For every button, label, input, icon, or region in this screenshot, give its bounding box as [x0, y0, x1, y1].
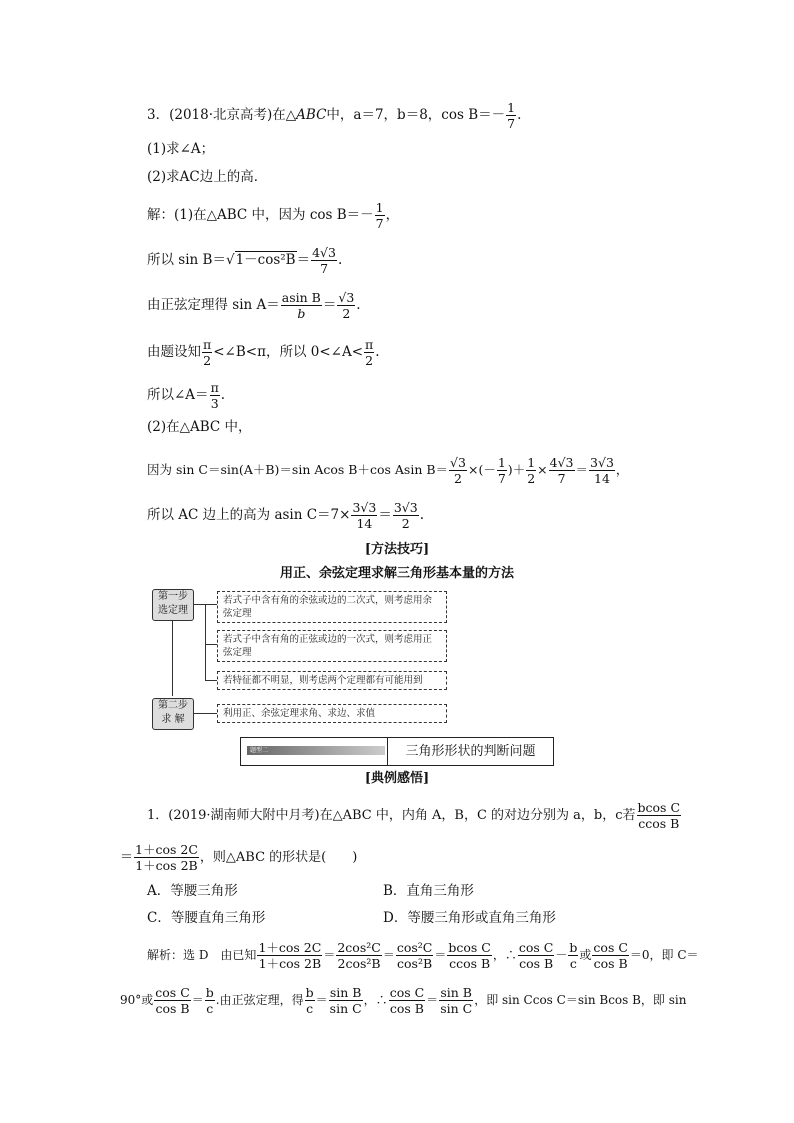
- problem-1-stem: 1．(2019·湖南师大附中月考)在△ABC 中，内角 A，B，C 的对边分别为 a，b，c若 $\frac{\text{bcos C}}{\text{ccos B}}$: [147, 800, 681, 831]
- section-badge: 题型二: [247, 746, 385, 755]
- step-2-link: [193, 713, 217, 714]
- step-1-box: 第一步 选定理: [152, 589, 194, 621]
- bracket-branch-3: [205, 680, 217, 681]
- option-d: D．等腰三角形或直角三角形: [383, 910, 556, 926]
- method-title: 用正、余弦定理求解三角形基本量的方法: [279, 566, 514, 581]
- solution-line-4: 由题设知 $\frac{\pi}{2}$ <∠B<π，所以 0<∠A< $\frac{\pi}{2}$ .: [147, 337, 380, 368]
- problem-3-stem: 3．(2018·北京高考)在△ABC中，a＝7，b＝8，cos B＝－ $\frac{1}{7}$ .: [147, 100, 522, 131]
- solution-line-7: 因为 sin C＝sin(A＋B)＝sin Acos B＋cos Asin B＝ $\frac{√3}{2}$ ×(－ $\frac{1}{7}$ )＋ $\frac{1}{2}$ × $\frac{4√3}{7}$ ＝ $\frac{3√3}{14}$ ，: [147, 455, 629, 486]
- bracket-stem: [193, 604, 205, 605]
- method-box-2: 若式子中含有角的正弦或边的一次式，则考虑用正弦定理: [217, 630, 447, 662]
- question-2: (2)求AC边上的高．: [147, 169, 268, 185]
- option-c: C．等腰直角三角形: [147, 910, 266, 926]
- option-b: B．直角三角形: [383, 883, 474, 899]
- analysis-line-1: 解析：选 D 由已知 $\frac{1+\cos 2C}{1+\cos 2B}$ ＝ $\frac{\text{2cos²C}}{\text{2cos²B}}$ ＝ $\frac{\text{cos²C}}{\text{cos²B}}$ ＝ $\frac{\text{bcos C}}{\text{ccos B}}$ ，∴ $\frac{\text{cos C}}{\text{cos B}}$ － $\frac{b}{c}$ 或 $\frac{\text{cos C}}{\text{cos B}}$ ＝0，即 C＝: [147, 940, 699, 971]
- solution-line-1: 解：(1)在△ABC 中，因为 cos B＝－ $\frac{1}{7}$ ，: [147, 200, 400, 231]
- bracket-vertical: [205, 604, 206, 680]
- method-box-3: 若特征都不明显，则考虑两个定理都有可能用到: [217, 671, 447, 690]
- question-1: (1)求∠A；: [147, 141, 215, 157]
- solution-line-6: (2)在△ABC 中，: [147, 419, 252, 435]
- bracket-branch-1: [205, 604, 217, 605]
- bracket-branch-2: [205, 644, 217, 645]
- solution-line-5: 所以∠A＝ $\frac{\pi}{3}$ .: [147, 380, 226, 411]
- method-box-1: 若式子中含有角的余弦或边的二次式，则考虑用余弦定理: [217, 591, 447, 623]
- solution-line-2: 所以 sin B＝√1－cos²B＝ $\frac{4√3}{7}$ .: [147, 245, 343, 276]
- method-tag: [方法技巧]: [364, 542, 430, 557]
- option-a: A．等腰三角形: [147, 883, 238, 899]
- section-header: [240, 737, 554, 766]
- step-2-box: 第二步 求 解: [152, 698, 194, 730]
- analysis-line-2: 90°或 $\frac{\text{cos C}}{\text{cos B}}$ ＝ $\frac{b}{c}$ .由正弦定理，得 $\frac{b}{c}$ ＝ $\frac{\text{sin B}}{\text{sin C}}$ ，∴ $\frac{\text{cos C}}{\text{cos B}}$ ＝ $\frac{\text{sin B}}{\text{sin C}}$ ，即 sin Ccos C＝sin Bcos B，即 sin: [120, 985, 687, 1016]
- problem-1-stem-cont: ＝ $\frac{1+\cos 2C}{1+\cos 2B}$ ，则△ABC 的形状是( ): [120, 842, 358, 873]
- section-title: 三角形形状的判断问题: [405, 744, 536, 759]
- method-box-4: 利用正、余弦定理求角、求边、求值: [217, 704, 447, 723]
- solution-line-8: 所以 AC 边上的高为 asin C＝7× $\frac{3√3}{14}$ ＝ $\frac{3√3}{2}$ .: [147, 500, 425, 531]
- flow-connector: [172, 621, 173, 696]
- solution-line-3: 由正弦定理得 sin A＝ $\frac{\text{asin B}}{b}$ ＝ $\frac{√3}{2}$ .: [147, 290, 361, 321]
- example-tag: [典例感悟]: [364, 771, 430, 786]
